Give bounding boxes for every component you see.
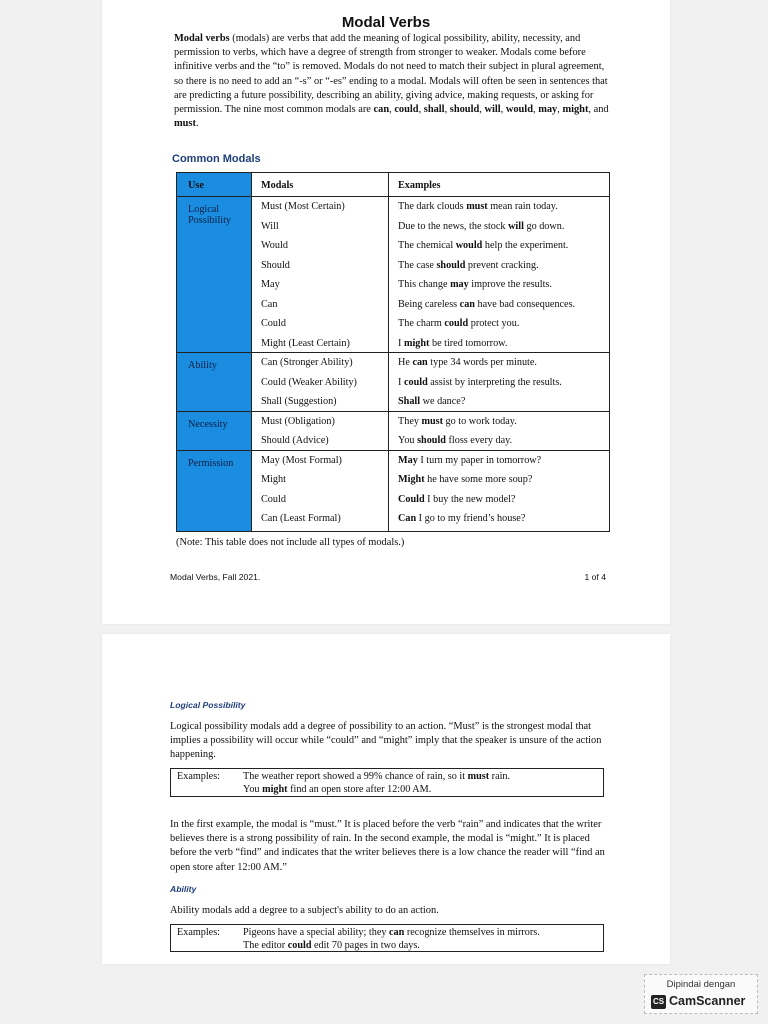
ability-examples-box <box>170 924 604 952</box>
modal-cell: Could <box>261 493 286 505</box>
modal-cell: Could <box>261 318 286 329</box>
logical-paragraph: Logical possibility modals add a degree of possibility to an action. “Must” is the strongest modal that implies a possibility will occur while “could” and “might” imply that the speaker is unsure of the action happening. <box>170 721 602 761</box>
modal-table <box>176 172 610 532</box>
table-heading: Common Modals <box>172 153 261 165</box>
modal-cell: May (Most Formal) <box>261 454 342 466</box>
table-header-cell: Examples <box>398 180 441 191</box>
camscanner-logo-icon: CS <box>651 995 666 1009</box>
logical-examples-box <box>170 768 604 797</box>
section-heading-logical: Logical Possibility <box>170 700 246 710</box>
modal-cell: Can (Least Formal) <box>261 513 341 524</box>
example-cell: They must go to work today. <box>398 415 517 427</box>
modal-cell: Can <box>261 298 278 310</box>
modal-cell: Can (Stronger Ability) <box>261 357 353 368</box>
example-cell: Can I go to my friend’s house? <box>398 513 526 524</box>
example-cell: You should floss every day. <box>398 435 513 446</box>
example-cell: He can type 34 words per minute. <box>398 357 537 368</box>
modal-cell: Shall (Suggestion) <box>261 396 337 407</box>
table-note: (Note: This table does not include all types of modals.) <box>176 537 405 548</box>
modal-cell: Will <box>261 220 279 232</box>
table-header-cell: Use <box>188 180 204 191</box>
modal-cell: Must (Obligation) <box>261 415 335 427</box>
table-border <box>176 172 610 532</box>
example-cell: Shall we dance? <box>398 396 466 407</box>
camscanner-watermark <box>644 974 758 1014</box>
document-page-1 <box>102 0 670 624</box>
example-cell: Might he have some more soup? <box>398 474 533 485</box>
example-cell: May I turn my paper in tomorrow? <box>398 454 542 466</box>
explanation-paragraph: In the first example, the modal is “must.” It is placed before the verb “rain” and indicates that the writer believes there is a strong possibility of rain. In the second example, the modal is “might.” It is placed before the verb “find” and indicates that the writer believes there is a low chance the reader will “find an open store after 12:00 AM.” <box>170 819 605 873</box>
page-title: Modal Verbs <box>341 14 431 31</box>
intro-paragraph: Modal verbs (modals) are verbs that add the meaning of logical possibility, ability, necessity, and permission to verbs, which have a degree of strength from stronger to weaker. Modals come before infinitive verbs and the “to” is removed. Modals do not need to match their subject in plural agreement, so there is no need to add an “-s” or “-es” ending to a modal. Modals will often be seen in sentences that are predicting a future possibility, describing an ability, giving advice, making requests, or asking for permission. The nine most common modals are can, could, shall, should, will, would, may, might, and must. <box>174 33 609 130</box>
example-cell: The chemical would help the experiment. <box>398 240 569 251</box>
use-label: Ability <box>188 360 217 371</box>
example-cell: Could I buy the new model? <box>398 493 516 505</box>
modal-cell: Must (Most Certain) <box>261 201 345 212</box>
use-label: Permission <box>188 457 234 469</box>
example-cell: The charm could protect you. <box>398 318 520 329</box>
example-cell: Being careless can have bad consequences. <box>398 298 576 310</box>
example-line: Pigeons have a special ability; they can recognize themselves in mirrors. <box>243 927 540 938</box>
modal-cell: May <box>261 279 280 290</box>
section-heading-ability: Ability <box>170 884 197 894</box>
page-number: 1 of 4 <box>584 572 606 582</box>
example-cell: The dark clouds must mean rain today. <box>398 201 558 212</box>
example-line: The editor could edit 70 pages in two days. <box>243 940 420 951</box>
ability-paragraph: Ability modals add a degree to a subject's ability to do an action. <box>170 905 439 916</box>
document-page-2 <box>102 634 670 964</box>
modal-cell: Should (Advice) <box>261 435 329 446</box>
example-cell: The case should prevent cracking. <box>398 259 539 271</box>
modal-cell: Would <box>261 240 288 251</box>
use-label: Necessity <box>188 418 228 430</box>
example-line: The weather report showed a 99% chance of rain, so it must rain. <box>243 771 511 782</box>
example-cell: Due to the news, the stock will go down. <box>398 220 565 232</box>
example-cell: This change may improve the results. <box>398 279 552 290</box>
footer-left: Modal Verbs, Fall 2021. <box>170 572 261 582</box>
use-label: Logical Possibility <box>188 204 232 226</box>
examples-label: Examples: <box>177 927 221 938</box>
modal-cell: Could (Weaker Ability) <box>261 376 357 388</box>
example-cell: I could assist by interpreting the results. <box>398 376 562 388</box>
example-cell: I might be tired tomorrow. <box>398 337 508 349</box>
examples-label: Examples: <box>177 771 221 782</box>
table-header-cell: Modals <box>261 180 294 191</box>
modal-cell: Might <box>261 474 286 485</box>
modal-cell: Should <box>261 259 290 271</box>
watermark-brand: CamScanner <box>669 994 746 1008</box>
example-line: You might find an open store after 12:00 AM. <box>243 784 432 795</box>
modal-cell: Might (Least Certain) <box>261 337 350 349</box>
watermark-caption: Dipindai dengan <box>666 979 736 990</box>
